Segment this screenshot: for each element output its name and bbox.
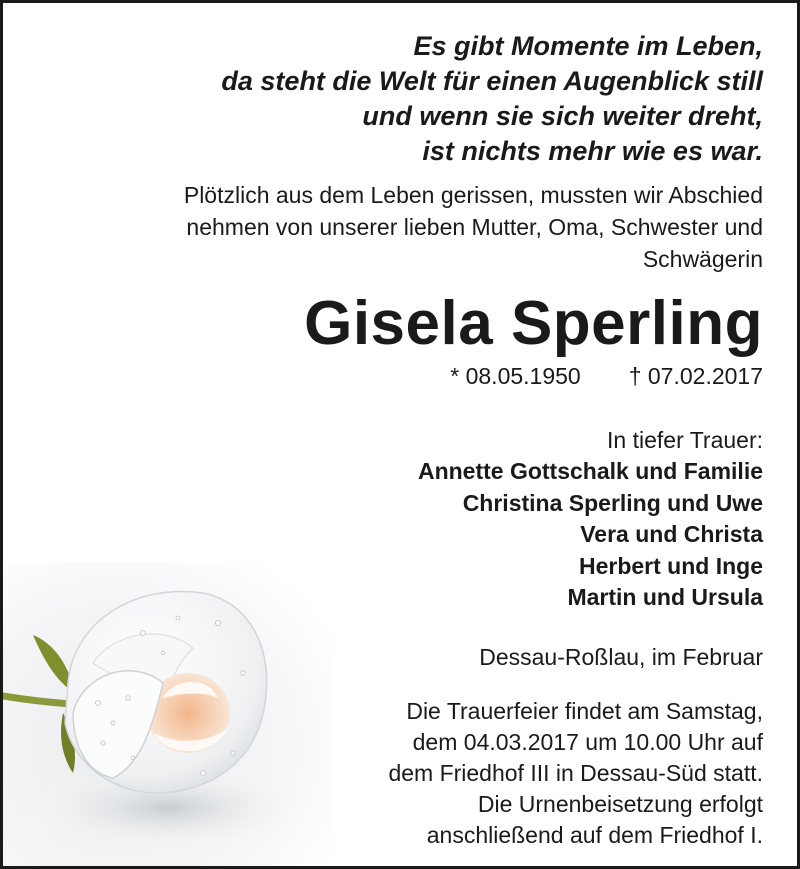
mourners-list <box>43 456 763 614</box>
quote-line: ist nichts mehr wie es war. <box>422 136 763 166</box>
mourning-heading: In tiefer Trauer: <box>607 427 763 453</box>
memorial-quote <box>43 29 763 169</box>
funeral-line: dem Friedhof III in Dessau-Süd statt. <box>388 759 763 786</box>
deceased-name: Gisela Sperling <box>304 289 763 358</box>
funeral-line: Die Urnenbeisetzung erfolgt <box>477 790 763 817</box>
quote-line: und wenn sie sich weiter dreht, <box>362 101 763 131</box>
funeral-line: dem 04.03.2017 um 10.00 Uhr auf <box>412 728 763 755</box>
quote-line: da steht die Welt für einen Augenblick still <box>221 66 763 96</box>
funeral-line: Die Trauerfeier findet am Samstag, <box>406 697 763 724</box>
mourner-name: Christina Sperling und Uwe <box>462 489 763 516</box>
intro-text <box>43 179 763 275</box>
mourner-name: Martin und Ursula <box>567 584 763 610</box>
quote-line: Es gibt Momente im Leben, <box>413 31 763 61</box>
funeral-line: anschließend auf dem Friedhof I. <box>426 821 763 848</box>
mourner-name: Herbert und Inge <box>578 552 763 579</box>
obituary-text <box>43 29 763 851</box>
intro-line: Plötzlich aus dem Leben gerissen, mussten wir Abschied <box>183 182 763 208</box>
funeral-details <box>43 696 763 851</box>
mourner-name: Vera und Christa <box>580 521 763 547</box>
life-dates <box>43 361 763 391</box>
mourner-name: Annette Gottschalk und Familie <box>417 458 763 484</box>
birth-date: * 08.05.1950 <box>450 363 581 389</box>
death-date: † 07.02.2017 <box>628 363 763 389</box>
place-date: Dessau-Roßlau, im Februar <box>479 643 763 670</box>
intro-line: Schwägerin <box>642 246 763 272</box>
intro-line: nehmen von unserer lieben Mutter, Oma, Schwester und <box>186 214 763 240</box>
